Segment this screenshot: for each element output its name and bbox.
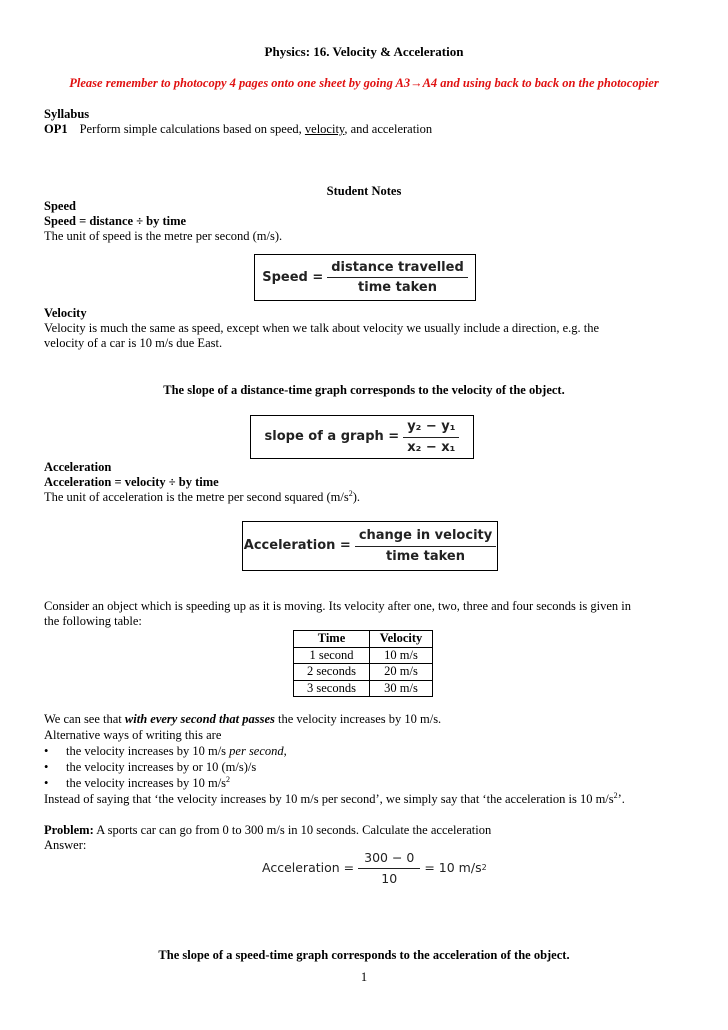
bullet-glyph: • xyxy=(44,760,49,774)
problem-line xyxy=(44,823,491,839)
acceleration-unit-text xyxy=(44,490,360,506)
bullet-1-after: , xyxy=(283,744,287,758)
bullet-1-before: the velocity increases by 10 m/s xyxy=(66,744,230,758)
answer-formula-rhs: = 10 m/s xyxy=(424,860,482,876)
consider-line-2: the following table: xyxy=(44,614,142,628)
velocity-line-1: Velocity is much the same as speed, except when we talk about velocity we usually include a direction, e.g. the xyxy=(44,321,600,335)
speed-heading: Speed xyxy=(44,199,76,213)
slope-formula-box xyxy=(250,415,474,459)
syllabus-text-after: , and acceleration xyxy=(344,122,433,136)
instead-line xyxy=(44,792,625,808)
syllabus-text-before: Perform simple calculations based on speed, xyxy=(79,122,305,136)
speed-formula-denominator: time taken xyxy=(358,280,437,295)
answer-formula-fraction xyxy=(358,850,420,886)
syllabus-heading: Syllabus xyxy=(44,107,90,121)
we-can-see-after: the velocity increases by 10 m/s. xyxy=(274,712,442,726)
table-row xyxy=(294,647,433,664)
table-cell-time: 3 seconds xyxy=(294,680,370,697)
bullet-3-text: the velocity increases by 10 m/s xyxy=(66,776,227,790)
answer-formula-numerator: 300 − 0 xyxy=(358,850,420,869)
slope-formula-lhs: slope of a graph = xyxy=(264,429,400,445)
student-notes-heading: Student Notes xyxy=(326,184,402,198)
syllabus-text-underlined: velocity xyxy=(304,122,345,136)
answer-label: Answer: xyxy=(44,838,87,852)
acceleration-unit-after: ). xyxy=(352,490,361,504)
bullet-text xyxy=(66,776,230,792)
table-row xyxy=(294,664,433,681)
slope-formula-numerator: y₂ − y₁ xyxy=(403,419,459,438)
velocity-table xyxy=(293,630,433,697)
we-can-see-before: We can see that xyxy=(44,712,125,726)
acceleration-heading: Acceleration xyxy=(44,460,112,474)
speed-formula-numerator: distance travelled xyxy=(327,260,468,279)
table-cell-time: 1 second xyxy=(294,647,370,664)
we-can-see-emphasis: with every second that passes xyxy=(124,712,275,726)
speed-unit-text: The unit of speed is the metre per second (m/s). xyxy=(44,229,283,243)
answer-formula-denominator: 10 xyxy=(381,870,398,886)
velocity-line-2: velocity of a car is 10 m/s due East. xyxy=(44,336,223,350)
table-cell-velocity: 20 m/s xyxy=(370,664,433,681)
speed-formula-lhs: Speed = xyxy=(262,269,324,285)
problem-label: Problem: xyxy=(44,823,94,837)
page-title: Physics: 16. Velocity & Acceleration xyxy=(264,44,464,59)
instead-before: Instead of saying that ‘the velocity increases by 10 m/s per second’, we simply say that ‘the acceleration is 10 m/s xyxy=(44,792,614,806)
answer-formula-lhs: Acceleration = xyxy=(262,860,355,876)
slope-formula-fraction xyxy=(403,419,459,455)
acceleration-formula-fraction xyxy=(355,528,496,564)
we-can-see-line xyxy=(44,712,441,728)
table-cell-velocity: 30 m/s xyxy=(370,680,433,697)
acceleration-unit-before: The unit of acceleration is the metre per second squared (m/s xyxy=(44,490,349,504)
bullet-text: the velocity increases by or 10 (m/s)/s xyxy=(66,760,257,774)
instead-sup: 2 xyxy=(613,790,618,800)
page-number: 1 xyxy=(360,970,368,984)
speed-formula-box xyxy=(254,254,476,301)
table-header-time: Time xyxy=(294,631,370,648)
speed-time-slope-statement: The slope of a speed-time graph corresponds to the acceleration of the object. xyxy=(158,948,570,962)
acceleration-unit-sup: 2 xyxy=(348,488,353,498)
answer-formula: Acceleration = $\frac{300 - 0}{10}$ = 10 m/s 2 xyxy=(262,850,487,886)
bullet-3-sup: 2 xyxy=(226,774,231,784)
acceleration-formula-box xyxy=(242,521,498,571)
acceleration-formula-denominator: time taken xyxy=(386,548,465,564)
bullet-glyph: • xyxy=(44,776,49,790)
alternative-ways-line: Alternative ways of writing this are xyxy=(44,728,222,742)
slope-formula-denominator: x₂ − x₁ xyxy=(407,439,456,455)
velocity-heading: Velocity xyxy=(44,306,87,320)
syllabus-line xyxy=(44,122,432,138)
syllabus-code: OP1 xyxy=(44,122,68,136)
table-cell-velocity: 10 m/s xyxy=(370,647,433,664)
bullet-glyph: • xyxy=(44,744,49,758)
photocopy-note: Please remember to photocopy 4 pages onto one sheet by going A3→A4 and using back to back on the photocopier xyxy=(69,76,659,90)
problem-text: A sports car can go from 0 to 300 m/s in 10 seconds. Calculate the acceleration xyxy=(93,823,492,837)
consider-line-1: Consider an object which is speeding up as it is moving. Its velocity after one, two, three and four seconds is given in xyxy=(44,599,632,613)
acceleration-formula-lhs: Acceleration = xyxy=(243,538,351,554)
instead-after: ’. xyxy=(617,792,625,806)
bullet-1-italic: per second xyxy=(229,744,284,758)
acceleration-formula-numerator: change in velocity xyxy=(355,528,496,547)
bullet-text xyxy=(66,744,287,760)
table-row xyxy=(294,680,433,697)
table-header-row xyxy=(294,631,433,648)
speed-formula-fraction xyxy=(327,260,468,296)
table-header-velocity: Velocity xyxy=(370,631,433,648)
table-cell-time: 2 seconds xyxy=(294,664,370,681)
acceleration-definition: Acceleration = velocity ÷ by time xyxy=(44,475,219,489)
distance-time-slope-statement: The slope of a distance-time graph corresponds to the velocity of the object. xyxy=(163,383,565,397)
speed-definition: Speed = distance ÷ by time xyxy=(44,214,187,228)
